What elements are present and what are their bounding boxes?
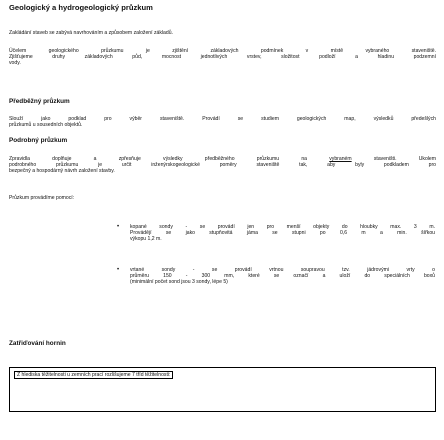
bullet-2-line-3: (minimální počet sond jsou 3 sondy, lépe 5) xyxy=(130,279,228,286)
purpose-line-3: vody. xyxy=(9,60,21,67)
purpose-line-1: Účelem geologického průzkumu je zjištění základových podmínek v místě vybraného staveniště. xyxy=(9,48,436,54)
bullet-1-line-1: kopané sondy - se provádí jen pro menší objekty do hloubky max. 3 m. xyxy=(130,224,435,230)
bullet-1-line-3: výkopu 1,2 m. xyxy=(130,236,162,243)
underlined-word: vybraném xyxy=(329,156,352,162)
preliminary-line-2: průzkumů u sousedních objektů. xyxy=(9,122,83,129)
section-heading-detailed: Podrobný průzkum xyxy=(9,137,68,144)
detailed-paragraph xyxy=(9,156,436,174)
detailed-line-1-start: Zpravidla doplňuje a zpřesňuje výsledky předběžného průzkumu na xyxy=(9,156,330,162)
page-title: Geologický a hydrogeologický průzkum xyxy=(9,3,153,12)
bullet-1-line-2: Provádějí se jako stupňovitá jáma se stupni po 0,6 m a min. šířkou xyxy=(130,230,435,237)
bullet-marker-1: • xyxy=(117,224,120,230)
classification-caption: Z hlediska těžitelnosti u zemních prací rozlišujeme 7 tříd těžitelnosti: xyxy=(14,371,173,379)
bullet-item-1 xyxy=(130,224,435,242)
purpose-paragraph xyxy=(9,48,436,66)
preliminary-paragraph xyxy=(9,116,436,128)
intro-paragraph: Zakládání staveb se zabývá navrhováním a způsobem založení základů. xyxy=(9,30,173,36)
preliminary-line-1: Slouží jako podklad pro výběr staveniště. Provádí se studiem geologických map, výsledků předešlých xyxy=(9,116,436,122)
detailed-line-1-end: staveništi. Ukolem xyxy=(351,156,436,162)
section-heading-preliminary: Předběžný průzkum xyxy=(9,98,70,105)
bullet-2-line-1: vrtané sondy - se provádí vrtnou soupravou tzv. jádrovými vrty o xyxy=(130,267,435,273)
bullet-item-2 xyxy=(130,267,435,285)
bullet-2-line-2: průměru 150 - 300 mm, které se označí a uloží do speciálních boxů xyxy=(130,273,435,280)
bullet-marker-2: • xyxy=(117,267,120,273)
methods-intro: Průzkum provádíme pomocí: xyxy=(9,195,75,201)
classification-table-frame xyxy=(9,367,436,412)
section-heading-classification: Zatřiďování hornin xyxy=(9,340,66,347)
detailed-line-2: podrobného průzkumu je určit inženýrskogeologické poměry staveniště tak, aby byly podkladem pro xyxy=(9,162,436,169)
purpose-line-2: Zjišťujeme druhy základových půd, mocnost jednotlivých vrstev, složitost podloží a hladinu podzemní xyxy=(9,54,436,61)
detailed-line-3: bezpečný a hospodárný návrh založení stavby. xyxy=(9,168,115,175)
